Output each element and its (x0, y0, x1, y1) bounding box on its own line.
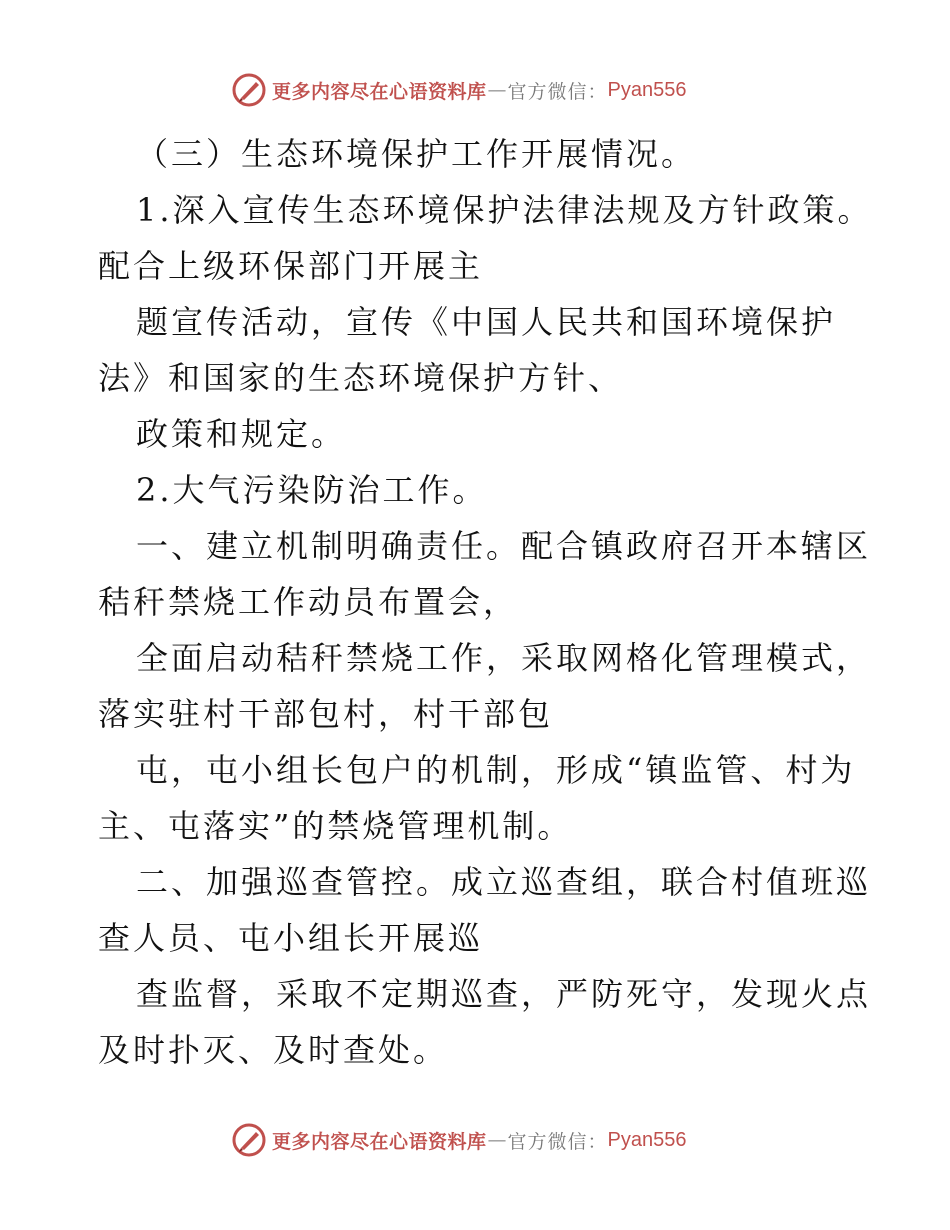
paragraph-line: 查监督，采取不定期巡查，严防死守，发现火点 (136, 975, 872, 1013)
paragraph-line: 屯，屯小组长包户的机制，形成“镇监管、村为 (136, 751, 856, 789)
paragraph-line: 1.深入宣传生态环境保护法律法规及方针政策。 (136, 191, 873, 229)
banner-wechat-label: 官方微信： (507, 80, 608, 103)
paragraph-line: 配合上级环保部门开展主 (98, 247, 484, 285)
banner-separator: — (487, 79, 507, 101)
banner-separator: — (487, 1129, 507, 1151)
section-heading: （三）生态环境保护工作开展情况。 (136, 135, 697, 173)
paragraph-line: 秸秆禁烧工作动员布置会， (98, 583, 519, 621)
document-body (98, 126, 873, 1078)
banner-wechat-id: Pyan556 (607, 78, 687, 101)
footer-banner (232, 1120, 752, 1160)
paragraph-line: 一、建立机制明确责任。配合镇政府召开本辖区 (136, 527, 872, 565)
quill-logo-icon (232, 1123, 266, 1157)
paragraph-line: 主、屯落实”的禁烧管理机制。 (98, 807, 573, 845)
banner-wechat-id: Pyan556 (607, 1128, 687, 1151)
banner-main-text: 更多内容尽在心语资料库 (272, 80, 487, 103)
paragraph-line: 查人员、屯小组长开展巡 (98, 919, 484, 957)
paragraph-line: 及时扑灭、及时查处。 (98, 1031, 449, 1069)
header-banner (232, 70, 752, 110)
paragraph-line: 政策和规定。 (136, 415, 347, 453)
paragraph-line: 题宣传活动，宣传《中国人民共和国环境保护 (136, 303, 837, 341)
banner-main-text: 更多内容尽在心语资料库 (272, 1130, 487, 1153)
quill-logo-icon (232, 73, 266, 107)
subsection-heading: 2.大气污染防治工作。 (136, 471, 488, 509)
banner-wechat-label: 官方微信： (507, 1130, 608, 1153)
paragraph-line: 二、加强巡查管控。成立巡查组，联合村值班巡 (136, 863, 872, 901)
paragraph-line: 法》和国家的生态环境保护方针、 (98, 359, 624, 397)
paragraph-line: 落实驻村干部包村，村干部包 (98, 695, 554, 733)
paragraph-line: 全面启动秸秆禁烧工作，采取网格化管理模式， (136, 639, 872, 677)
